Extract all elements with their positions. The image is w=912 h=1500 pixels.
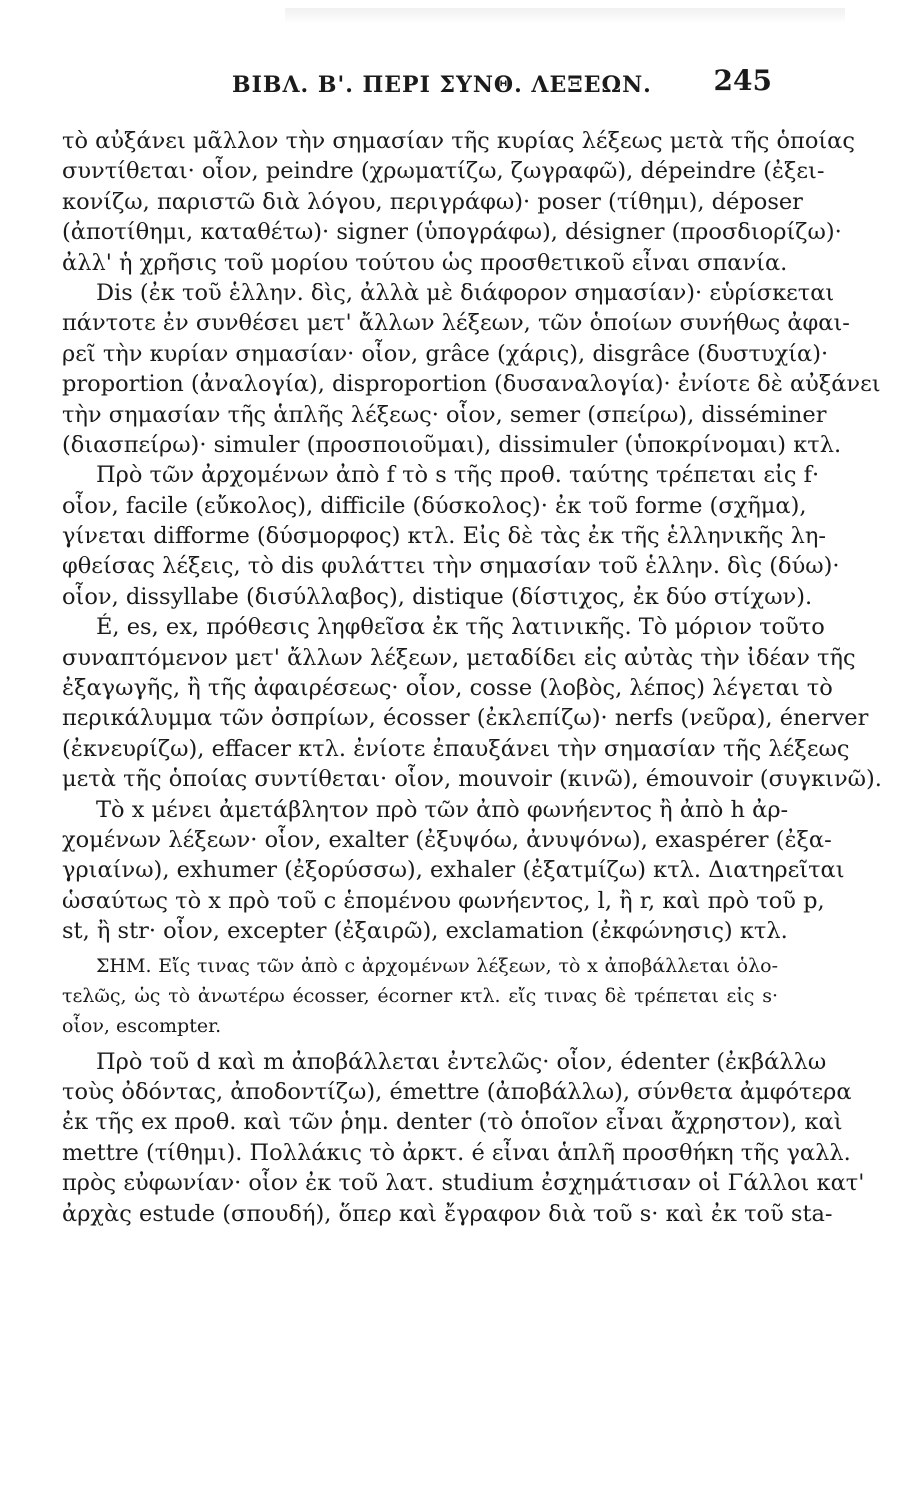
text-line: πρὸς εὐφωνίαν· οἷον ἐκ τοῦ λατ. studium ἐσχημάτισαν οἱ Γάλλοι κατ' — [62, 1170, 865, 1197]
text-line: χομένων λέξεων· οἷον, exalter (ἐξυψόω, ἀνυψόνω), exaspérer (ἐξα- — [62, 826, 832, 853]
paragraph — [62, 278, 881, 460]
paragraph — [62, 126, 855, 278]
text-line: γίνεται difforme (δύσμορφος) κτλ. Εἰς δὲ τὰς ἐκ τῆς ἑλληνικῆς λη- — [62, 523, 826, 550]
text-line: ρεῖ τὴν κυρίαν σημασίαν· οἷον, grâce (χάρις), disgrâce (δυστυχία)· — [62, 340, 829, 367]
page-header — [232, 64, 772, 104]
text-line: ἀρχὰς estude (σπουδή), ὅπερ καὶ ἔγραφον διὰ τοῦ s· καὶ ἐκ τοῦ sta- — [62, 1200, 833, 1227]
text-line: (ἀποτίθημι, καταθέτω)· signer (ὑπογράφω), désigner (προσδιορίζω)· — [62, 219, 842, 246]
text-line: proportion (ἀναλογία), disproportion (δυσαναλογία)· ἐνίοτε δὲ αὐξάνει — [62, 371, 881, 398]
text-line: πάντοτε ἐν συνθέσει μετ' ἄλλων λέξεων, τῶν ὁποίων συνήθως ἀφαι- — [62, 310, 850, 337]
text-line: (ἐκνευρίζω), effacer κτλ. ἐνίοτε ἐπαυξάνει τὴν σημασίαν τῆς λέξεως — [62, 735, 850, 762]
text-line: τὸ αὐξάνει μᾶλλον τὴν σημασίαν τῆς κυρίας λέξεως μετὰ τῆς ὁποίας — [62, 128, 855, 154]
text-line: ἐκ τῆς ex προθ. καὶ τῶν ῥημ. denter (τὸ ὁποῖον εἶναι ἄχρηστον), καὶ — [62, 1109, 843, 1136]
text-line: τελῶς, ὡς τὸ ἀνωτέρω écosser, écorner κτλ. εἴς τινας δὲ τρέπεται εἰς s· — [62, 984, 778, 1007]
page-number: 245 — [713, 64, 772, 97]
text-line: ὡσαύτως τὸ x πρὸ τοῦ c ἑπομένου φωνήεντος, l, ἢ r, καὶ πρὸ τοῦ p, — [62, 887, 825, 914]
text-line: É, es, ex, πρόθεσις ληφθεῖσα ἐκ τῆς λατινικῆς. Τὸ μόριον τοῦτο — [96, 614, 825, 641]
footnote-paragraph — [62, 951, 778, 1041]
text-line: Πρὸ τῶν ἀρχομένων ἀπὸ f τὸ s τῆς προθ. ταύτης τρέπεται εἰς f· — [96, 462, 820, 489]
text-line: οἷον, facile (εὔκολος), difficile (δύσκολος)· ἐκ τοῦ forme (σχῆμα), — [62, 492, 807, 519]
paragraph — [62, 1047, 865, 1229]
text-line: συντίθεται· οἷον, peindre (χρωματίζω, ζωγραφῶ), dépeindre (ἐξει- — [62, 158, 825, 185]
text-line: st, ἢ str· οἷον, excepter (ἐξαιρῶ), exclamation (ἐκφώνησις) κτλ. — [62, 918, 788, 945]
text-line: (διασπείρω)· simuler (προσποιοῦμαι), dissimuler (ὑποκρίνομαι) κτλ. — [62, 431, 842, 458]
paragraph — [62, 795, 845, 947]
text-line: περικάλυμμα τῶν ὀσπρίων, écosser (ἐκλεπίζω)· nerfs (νεῦρα), énerver — [62, 705, 869, 732]
text-line: τοὺς ὀδόντας, ἀποδοντίζω), émettre (ἀποβάλλω), σύνθετα ἀμφότερα — [62, 1078, 852, 1105]
body-text — [62, 126, 882, 1229]
text-line: ΣΗΜ. Εἴς τινας τῶν ἀπὸ c ἀρχομένων λέξεων, τὸ x ἀποβάλλεται ὁλο- — [96, 954, 778, 977]
text-line: κονίζω, παριστῶ διὰ λόγου, περιγράφω)· poser (τίθημι), déposer — [62, 188, 803, 215]
text-line: μετὰ τῆς ὁποίας συντίθεται· οἷον, mouvoir (κινῶ), émouvoir (συγκινῶ). — [62, 766, 882, 793]
text-line: Τὸ x μένει ἀμετάβλητον πρὸ τῶν ἀπὸ φωνήεντος ἢ ἀπὸ h ἀρ- — [96, 796, 789, 823]
text-line: γριαίνω), exhumer (ἐξορύσσω), exhaler (ἐξατμίζω) κτλ. Διατηρεῖται — [62, 857, 845, 884]
text-line: τὴν σημασίαν τῆς ἁπλῆς λέξεως· οἷον, semer (σπείρω), disséminer — [62, 401, 827, 428]
text-line: συναπτόμενον μετ' ἄλλων λέξεων, μεταδίδει εἰς αὐτὰς τὴν ἰδέαν τῆς — [62, 644, 856, 671]
paragraph — [62, 612, 882, 794]
text-line: ἀλλ' ἡ χρῆσις τοῦ μορίου τούτου ὡς προσθετικοῦ εἶναι σπανία. — [62, 249, 788, 276]
text-line: φθείσας λέξεις, τὸ dis φυλάττει τὴν σημασίαν τοῦ ἑλλην. δὶς (δύω)· — [62, 553, 840, 580]
text-line: ἐξαγωγῆς, ἢ τῆς ἀφαιρέσεως· οἷον, cosse (λοβὸς, λέπος) λέγεται τὸ — [62, 675, 833, 702]
text-line: οἷον, escompter. — [62, 1014, 222, 1037]
show-through-shadow — [285, 8, 845, 24]
text-line: Πρὸ τοῦ d καὶ m ἀποβάλλεται ἐντελῶς· οἷον, édenter (ἐκβάλλω — [96, 1048, 827, 1075]
text-line: mettre (τίθημι). Πολλάκις τὸ ἀρκτ. é εἶναι ἁπλῆ προσθήκη τῆς γαλλ. — [62, 1139, 851, 1166]
paragraph — [62, 460, 840, 612]
text-line: Dis (ἐκ τοῦ ἑλλην. δὶς, ἀλλὰ μὲ διάφορον σημασίαν)· εὑρίσκεται — [96, 279, 835, 306]
text-line: οἷον, dissyllabe (δισύλλαβος), distique (δίστιχος, ἐκ δύο στίχων). — [62, 583, 813, 610]
running-head: ΒΙΒΛ. Β'. ΠΕΡΙ ΣΥΝΘ. ΛΕΞΕΩΝ. — [232, 72, 652, 98]
